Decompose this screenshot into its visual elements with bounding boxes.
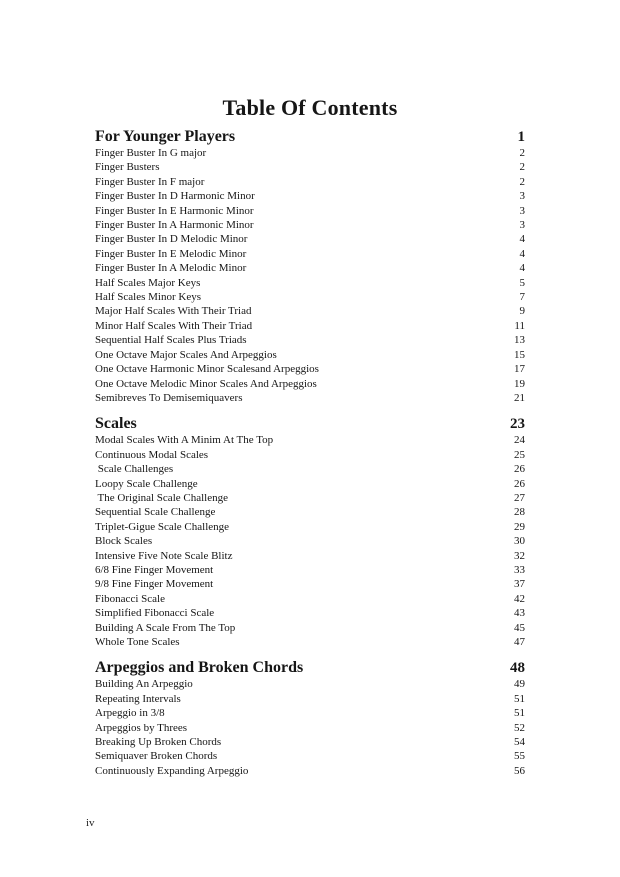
- toc-section: [95, 659, 525, 778]
- toc-entry-label: Block Scales: [95, 535, 153, 548]
- toc-entry-page-number: 15: [514, 348, 525, 361]
- toc-section: [95, 415, 525, 649]
- toc-entry-label: Simplified Fibonacci Scale: [95, 607, 215, 620]
- toc-entry-label: One Octave Melodic Minor Scales And Arpeggios: [95, 377, 317, 390]
- table-of-contents: [95, 128, 525, 778]
- toc-entry-row: [95, 577, 525, 591]
- toc-entry-label: Finger Buster In A Harmonic Minor: [95, 219, 254, 232]
- toc-entry-page-number: 3: [519, 190, 525, 203]
- toc-section-heading-row: [95, 415, 525, 433]
- section-heading: Arpeggios and Broken Chords: [95, 659, 304, 677]
- toc-entry-label: Sequential Scale Challenge: [95, 506, 216, 519]
- section-heading: Scales: [95, 415, 137, 433]
- toc-entry-label: One Octave Major Scales And Arpeggios: [95, 348, 277, 361]
- toc-entry-page-number: 33: [514, 563, 525, 576]
- toc-entry-page-number: 24: [514, 434, 525, 447]
- toc-entry-page-number: 3: [519, 219, 525, 232]
- toc-entry-label: Modal Scales With A Minim At The Top: [95, 434, 274, 447]
- toc-entry-label: Semiquaver Broken Chords: [95, 750, 218, 763]
- toc-entry-page-number: 25: [514, 448, 525, 461]
- toc-entry-row: [95, 721, 525, 735]
- toc-entry-page-number: 4: [519, 233, 525, 246]
- toc-entry-row: [95, 477, 525, 491]
- toc-entry-page-number: 30: [514, 535, 525, 548]
- toc-entry-row: [95, 276, 525, 290]
- toc-entry-page-number: 4: [519, 262, 525, 275]
- toc-entry-row: [95, 491, 525, 505]
- toc-entry-label: Finger Buster In E Harmonic Minor: [95, 204, 254, 217]
- toc-section: [95, 128, 525, 405]
- toc-entry-row: [95, 749, 525, 763]
- toc-entry-row: [95, 520, 525, 534]
- toc-entry-label: Breaking Up Broken Chords: [95, 736, 222, 749]
- toc-entry-page-number: 17: [514, 363, 525, 376]
- toc-entry-row: [95, 377, 525, 391]
- toc-entry-label: Triplet-Gigue Scale Challenge: [95, 520, 230, 533]
- toc-entry-row: [95, 146, 525, 160]
- section-page-number: 1: [517, 129, 525, 145]
- toc-entry-label: Fibonacci Scale: [95, 592, 165, 605]
- toc-entry-label: Arpeggios by Threes: [95, 721, 188, 734]
- toc-entry-page-number: 9: [519, 305, 525, 318]
- toc-entry-row: [95, 433, 525, 447]
- toc-entry-label: Intensive Five Note Scale Blitz: [95, 549, 233, 562]
- toc-entry-label: One Octave Harmonic Minor Scalesand Arpeggios: [95, 363, 319, 376]
- toc-entry-row: [95, 706, 525, 720]
- toc-entry-page-number: 2: [519, 147, 525, 159]
- toc-entry-row: [95, 534, 525, 548]
- section-page-number: 23: [510, 416, 525, 433]
- toc-content: [95, 95, 525, 778]
- toc-entry-row: [95, 592, 525, 606]
- toc-entry-label: Finger Buster In F major: [95, 175, 205, 188]
- toc-entry-label: Repeating Intervals: [95, 692, 181, 705]
- toc-entry-label: Building A Scale From The Top: [95, 621, 236, 634]
- toc-entry-label: Major Half Scales With Their Triad: [95, 305, 252, 318]
- toc-entry-page-number: 45: [514, 621, 525, 634]
- toc-entry-page-number: 26: [514, 463, 525, 476]
- toc-entry-page-number: 2: [519, 175, 525, 188]
- toc-entry-row: [95, 677, 525, 691]
- toc-entry-page-number: 11: [514, 319, 525, 332]
- toc-entry-label: Building An Arpeggio: [95, 678, 193, 691]
- toc-entry-page-number: 13: [514, 334, 525, 347]
- toc-entry-page-number: 56: [514, 764, 525, 777]
- toc-entry-page-number: 52: [514, 721, 525, 734]
- toc-entry-page-number: 49: [514, 678, 525, 691]
- toc-entry-row: [95, 563, 525, 577]
- toc-entry-row: [95, 189, 525, 203]
- toc-entry-row: [95, 621, 525, 635]
- toc-entry-row: [95, 549, 525, 563]
- toc-entry-label: Semibreves To Demisemiquavers: [95, 391, 243, 404]
- toc-entry-page-number: 19: [514, 377, 525, 390]
- toc-entry-page-number: 28: [514, 506, 525, 519]
- toc-entry-label: Scale Challenges: [95, 463, 174, 476]
- toc-entry-row: [95, 635, 525, 649]
- toc-entry-page-number: 47: [514, 636, 525, 648]
- toc-entry-label: 9/8 Fine Finger Movement: [95, 578, 214, 591]
- toc-entry-row: [95, 247, 525, 261]
- toc-entry-page-number: 51: [514, 692, 525, 705]
- toc-entry-row: [95, 261, 525, 275]
- toc-entry-label: Continuous Modal Scales: [95, 448, 209, 461]
- toc-entry-label: Whole Tone Scales: [95, 636, 180, 648]
- toc-entry-label: Arpeggio in 3/8: [95, 707, 165, 720]
- toc-entry-label: Loopy Scale Challenge: [95, 477, 198, 490]
- toc-entry-page-number: 32: [514, 549, 525, 562]
- toc-entry-row: [95, 232, 525, 246]
- toc-entry-label: Minor Half Scales With Their Triad: [95, 319, 253, 332]
- section-page-number: 48: [510, 660, 525, 677]
- folio-page-number: iv: [86, 817, 95, 829]
- toc-entry-page-number: 7: [519, 291, 525, 304]
- toc-entry-label: The Original Scale Challenge: [95, 491, 228, 504]
- toc-entry-row: [95, 462, 525, 476]
- toc-entry-page-number: 27: [514, 491, 525, 504]
- toc-entry-page-number: 4: [519, 247, 525, 260]
- toc-entry-row: [95, 362, 525, 376]
- toc-section-heading-row: [95, 128, 525, 146]
- toc-entry-row: [95, 160, 525, 174]
- toc-entry-row: [95, 448, 525, 462]
- toc-entry-page-number: 21: [514, 391, 525, 404]
- toc-entry-row: [95, 348, 525, 362]
- toc-entry-label: Finger Buster In A Melodic Minor: [95, 262, 247, 275]
- toc-entry-row: [95, 290, 525, 304]
- toc-entry-row: [95, 218, 525, 232]
- toc-entry-row: [95, 764, 525, 778]
- toc-entry-page-number: 26: [514, 477, 525, 490]
- toc-entry-label: 6/8 Fine Finger Movement: [95, 563, 214, 576]
- toc-entry-row: [95, 505, 525, 519]
- toc-entry-label: Continuously Expanding Arpeggio: [95, 764, 249, 777]
- toc-entry-row: [95, 175, 525, 189]
- toc-entry-page-number: 29: [514, 520, 525, 533]
- toc-entry-row: [95, 692, 525, 706]
- toc-entry-label: Finger Buster In G major: [95, 147, 207, 159]
- toc-entry-row: [95, 391, 525, 405]
- toc-entry-row: [95, 735, 525, 749]
- toc-section-heading-row: [95, 659, 525, 677]
- toc-entry-row: [95, 333, 525, 347]
- toc-entry-page-number: 2: [519, 161, 525, 174]
- toc-entry-label: Finger Busters: [95, 161, 160, 174]
- toc-entry-page-number: 43: [514, 607, 525, 620]
- toc-entry-page-number: 42: [514, 592, 525, 605]
- toc-entry-label: Finger Buster In E Melodic Minor: [95, 247, 247, 260]
- toc-entry-label: Finger Buster In D Melodic Minor: [95, 233, 248, 246]
- toc-entry-page-number: 51: [514, 707, 525, 720]
- toc-entry-row: [95, 319, 525, 333]
- toc-entry-label: Sequential Half Scales Plus Triads: [95, 334, 247, 347]
- toc-entry-row: [95, 606, 525, 620]
- toc-entry-page-number: 37: [514, 578, 525, 591]
- toc-entry-label: Half Scales Minor Keys: [95, 291, 202, 304]
- toc-entry-label: Finger Buster In D Harmonic Minor: [95, 190, 255, 203]
- toc-entry-page-number: 5: [519, 276, 525, 289]
- page-title: Table Of Contents: [222, 95, 398, 120]
- toc-entry-row: [95, 304, 525, 318]
- section-heading: For Younger Players: [95, 128, 236, 145]
- toc-entry-page-number: 3: [519, 204, 525, 217]
- toc-entry-row: [95, 204, 525, 218]
- toc-entry-page-number: 55: [514, 750, 525, 763]
- toc-entry-page-number: 54: [514, 736, 525, 749]
- toc-entry-label: Half Scales Major Keys: [95, 276, 201, 289]
